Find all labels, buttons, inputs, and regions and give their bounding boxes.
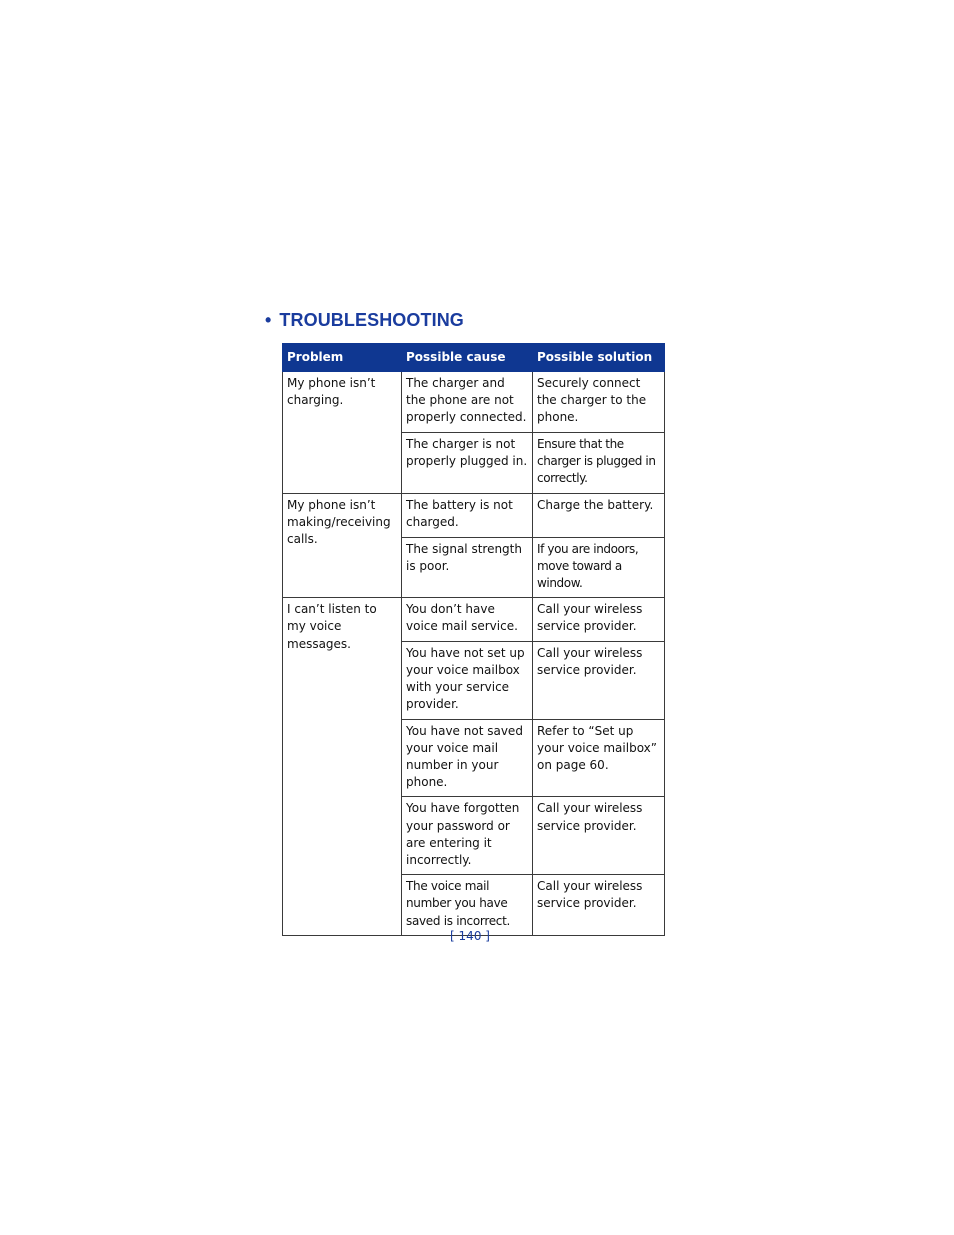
table-header-row [283,344,665,372]
problem-cell: My phone isn’t making/receiving calls. [283,493,402,598]
cause-cell: The battery is not charged. [402,493,533,537]
cause-cell: You have not saved your voice mail number in your phone. [402,719,533,797]
cause-cell: You have forgotten your password or are entering it incorrectly. [402,797,533,875]
heading-bullet: • [265,310,272,330]
cause-cell: You have not set up your voice mailbox with your service provider. [402,641,533,719]
cause-cell: The signal strength is poor. [402,537,533,598]
cause-cell: The charger and the phone are not properly connected. [402,372,533,433]
cause-cell: You don’t have voice mail service. [402,598,533,641]
problem-cell: My phone isn’t charging. [283,372,402,494]
problem-cell: I can’t listen to my voice messages. [283,598,402,936]
solution-cell: Securely connect the charger to the phone. [533,372,665,433]
cause-cell: The voice mail number you have saved is incorrect. [402,875,533,936]
header-possible-solution: Possible solution [533,344,665,372]
section-heading [265,310,464,331]
page-number: [ 140 ] [450,929,490,943]
cause-cell: The charger is not properly plugged in. [402,433,533,494]
solution-cell: If you are indoors, move toward a window. [533,537,665,598]
solution-cell: Call your wireless service provider. [533,875,665,936]
header-possible-cause: Possible cause [402,344,533,372]
solution-cell: Charge the battery. [533,493,665,537]
solution-cell: Call your wireless service provider. [533,598,665,641]
header-problem: Problem [283,344,402,372]
table-row [283,372,665,433]
solution-cell: Refer to “Set up your voice mailbox” on page 60. [533,719,665,797]
solution-cell: Call your wireless service provider. [533,641,665,719]
troubleshooting-table [282,343,665,936]
solution-cell: Ensure that the charger is plugged in correctly. [533,433,665,494]
solution-cell: Call your wireless service provider. [533,797,665,875]
table-row [283,598,665,641]
heading-title: TROUBLESHOOTING [279,310,464,330]
table-row [283,493,665,537]
